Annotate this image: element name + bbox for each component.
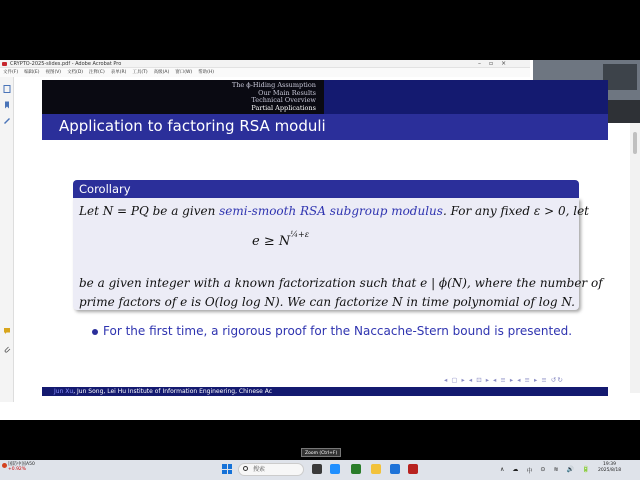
bullet-icon bbox=[92, 329, 98, 335]
beamer-nav-symbols[interactable]: ◂ ▢ ▸ ◂ ⊡ ▸ ◂ ≡ ▸ ◂ ≡ ▸ ≡ ↺↻ bbox=[444, 376, 564, 384]
battery-icon[interactable]: 🔋 bbox=[581, 466, 590, 473]
stock-widget-change: +0.92% bbox=[8, 467, 27, 472]
title-bar bbox=[0, 60, 530, 68]
tray-expand-icon[interactable]: ∧ bbox=[500, 466, 505, 473]
menu-document[interactable]: 文档(D) bbox=[67, 70, 84, 75]
attachment-icon[interactable] bbox=[3, 345, 11, 353]
section-nav bbox=[232, 82, 316, 112]
slide-header-right bbox=[324, 80, 608, 114]
scrollbar[interactable] bbox=[630, 123, 640, 393]
taskbar-search[interactable] bbox=[238, 463, 304, 476]
search-icon bbox=[243, 466, 248, 471]
corollary-line-4: prime factors of e is O(log log N). We can factorize N in time polynomial of log N. bbox=[79, 295, 575, 309]
corollary-term: semi-smooth RSA subgroup modulus bbox=[219, 204, 443, 218]
window-controls bbox=[478, 60, 506, 68]
maximize-icon[interactable]: ▫ bbox=[489, 60, 494, 67]
slide bbox=[42, 80, 608, 396]
acrobat-icon bbox=[2, 62, 7, 66]
app-icon[interactable] bbox=[330, 464, 340, 474]
zoom-tooltip: Zoom (Ctrl+F) bbox=[301, 448, 341, 457]
cloud-icon[interactable]: ☁ bbox=[512, 466, 519, 473]
corollary-label: Corollary bbox=[79, 182, 131, 196]
search-placeholder: 搜索 bbox=[253, 466, 266, 473]
nav-item[interactable]: Our Main Results bbox=[258, 88, 316, 97]
stock-widget-title: 国防中国A50 bbox=[8, 462, 35, 467]
menu-window[interactable]: 窗口(W) bbox=[175, 70, 193, 75]
slide-header-left bbox=[42, 80, 324, 114]
file-explorer-icon[interactable] bbox=[371, 464, 381, 474]
corollary-line-3: be a given integer with a known factorization such that e | ϕ(N), where the number of bbox=[79, 276, 603, 290]
comment-icon[interactable] bbox=[3, 327, 11, 335]
corollary-text: Let N = PQ be a given bbox=[79, 204, 220, 218]
edge-icon[interactable] bbox=[390, 464, 400, 474]
stock-widget[interactable] bbox=[8, 462, 35, 472]
ime-icon[interactable]: 中 bbox=[526, 468, 533, 475]
clock-time: 19:39 bbox=[603, 462, 617, 467]
clock[interactable] bbox=[598, 462, 621, 474]
clock-date: 2025/8/18 bbox=[598, 468, 622, 473]
screen bbox=[0, 60, 640, 475]
stock-widget-icon[interactable] bbox=[2, 463, 7, 468]
nav-item-active[interactable]: Partial Applications bbox=[251, 103, 316, 112]
corollary-text: . For any fixed ε > 0, let bbox=[442, 204, 590, 218]
close-icon[interactable]: × bbox=[501, 60, 507, 67]
corollary-line-1 bbox=[79, 204, 589, 218]
acrobat-taskbar-icon[interactable] bbox=[408, 464, 418, 474]
start-icon[interactable] bbox=[222, 464, 232, 474]
corollary-formula bbox=[252, 230, 309, 249]
nav-item[interactable]: Technical Overview bbox=[251, 96, 316, 105]
bullet-text: For the first time, a rigorous proof for the Naccache-Stern bound is presented. bbox=[103, 324, 573, 338]
menu-tools[interactable]: 工具(T) bbox=[132, 70, 148, 75]
frame-title: Application to factoring RSA moduli bbox=[59, 117, 326, 135]
menu-help[interactable]: 帮助(H) bbox=[198, 70, 215, 75]
left-toolbar bbox=[0, 77, 14, 402]
window-title: CRYPTO-2025-slides.pdf - Adobe Acrobat Pro bbox=[10, 61, 122, 67]
footer-text: , Jun Song, Lei Hu Institute of Information Engineering, Chinese Ac bbox=[73, 388, 273, 395]
slide-footer bbox=[42, 387, 608, 396]
scrollbar-thumb[interactable] bbox=[633, 132, 637, 154]
formula-exponent: ¼+ε bbox=[290, 230, 309, 239]
bookmark-icon[interactable] bbox=[3, 101, 11, 109]
menu-edit[interactable]: 编辑(E) bbox=[24, 70, 40, 75]
task-view-icon[interactable] bbox=[312, 464, 322, 474]
ime-mode-icon[interactable]: ⊙ bbox=[540, 466, 546, 473]
menu-forms[interactable]: 表单(R) bbox=[110, 70, 127, 75]
menu-bar bbox=[0, 68, 530, 77]
minimize-icon[interactable]: – bbox=[478, 60, 481, 67]
menu-comments[interactable]: 注释(C) bbox=[89, 70, 105, 75]
volume-icon[interactable]: 🔊 bbox=[566, 466, 574, 473]
footer-author: Jun Xu bbox=[54, 388, 74, 395]
app-icon[interactable] bbox=[351, 464, 361, 474]
menu-view[interactable]: 视图(V) bbox=[45, 70, 62, 75]
menu-file[interactable]: 文件(F) bbox=[3, 70, 19, 75]
system-tray bbox=[500, 466, 589, 475]
wifi-icon[interactable]: ≋ bbox=[553, 466, 559, 473]
menu-advanced[interactable]: 高级(A) bbox=[153, 70, 170, 75]
nav-item[interactable]: The ϕ-Hiding Assumption bbox=[231, 81, 316, 89]
formula-base: e ≥ N bbox=[252, 234, 291, 249]
signature-icon[interactable] bbox=[3, 117, 11, 125]
pages-icon[interactable] bbox=[3, 85, 11, 93]
corollary-header bbox=[73, 180, 579, 198]
